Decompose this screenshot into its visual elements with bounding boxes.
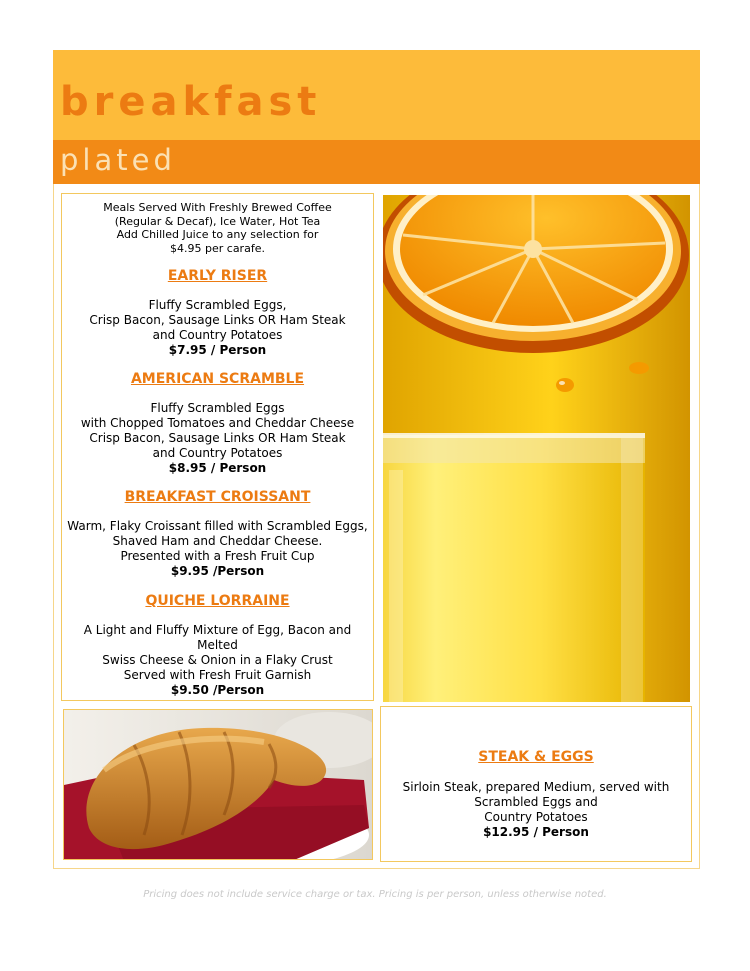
menu-item-quiche-lorraine [62, 593, 373, 698]
orange-juice-photo [383, 195, 690, 702]
item-line: Sirloin Steak, prepared Medium, served with [402, 780, 670, 794]
menu-item-early-riser [62, 268, 373, 358]
menu-list [61, 193, 374, 701]
item-line: and Country Potatoes [152, 328, 283, 342]
item-line: Scrambled Eggs and [474, 795, 598, 809]
item-line: A Light and Fluffy Mixture of Egg, Bacon and Melted [83, 623, 352, 652]
menu-item-american-scramble [62, 371, 373, 476]
item-price: $9.95 /Person [170, 564, 265, 578]
item-line: Presented with a Fresh Fruit Cup [120, 549, 315, 563]
item-line: Shaved Ham and Cheddar Cheese. [112, 534, 323, 548]
item-line: Swiss Cheese & Onion in a Flaky Crust [102, 653, 333, 667]
item-line: Served with Fresh Fruit Garnish [123, 668, 312, 682]
item-line: with Chopped Tomatoes and Cheddar Cheese [80, 416, 355, 430]
intro-line: (Regular & Decaf), Ice Water, Hot Tea [114, 214, 321, 228]
item-title: QUICHE LORRAINE [145, 593, 290, 609]
item-price: $9.50 /Person [170, 683, 265, 697]
page-subtitle: plated [60, 143, 176, 177]
item-line: Fluffy Scrambled Eggs [150, 401, 285, 415]
menu-item-breakfast-croissant [62, 489, 373, 579]
item-line: Crisp Bacon, Sausage Links OR Ham Steak [89, 313, 346, 327]
intro-line: Meals Served With Freshly Brewed Coffee [103, 201, 332, 214]
menu-item-steak-and-eggs [380, 706, 692, 862]
item-title: EARLY RISER [167, 268, 268, 284]
pricing-note: Pricing does not include service charge or tax. Pricing is per person, unless otherwise noted. [143, 889, 607, 900]
intro-line: Add Chilled Juice to any selection for [116, 228, 319, 241]
item-price: $7.95 / Person [168, 343, 267, 357]
page-title: breakfast [60, 79, 322, 125]
item-price: $12.95 / Person [483, 825, 589, 839]
item-title: BREAKFAST CROISSANT [124, 489, 311, 505]
item-title: STEAK & EGGS [478, 749, 594, 765]
item-line: Warm, Flaky Croissant filled with Scrambled Eggs, [67, 519, 368, 533]
intro-text [62, 201, 373, 255]
item-line: Crisp Bacon, Sausage Links OR Ham Steak [89, 431, 346, 445]
item-price: $8.95 / Person [168, 461, 267, 475]
item-line: Fluffy Scrambled Eggs, [148, 298, 287, 312]
intro-line: $4.95 per carafe. [170, 241, 265, 255]
item-line: and Country Potatoes [152, 446, 283, 460]
croissant-photo [63, 709, 373, 860]
item-title: AMERICAN SCRAMBLE [130, 371, 305, 387]
item-line: Country Potatoes [484, 810, 588, 824]
